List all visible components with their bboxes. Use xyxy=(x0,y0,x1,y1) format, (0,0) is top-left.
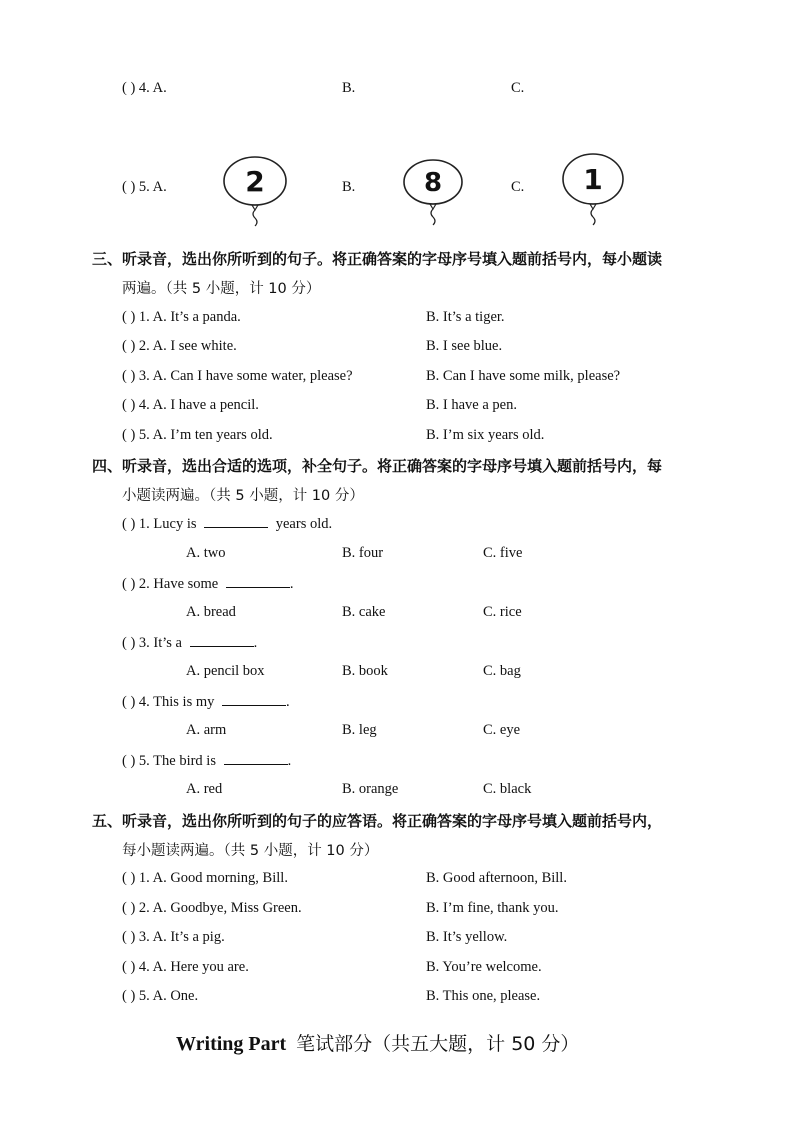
option-a: ( ) 2. A. I see white. xyxy=(122,338,237,354)
section-title: 三、听录音，选出你所听到的句子。将正确答案的字母序号填入题前括号内，每小题读 xyxy=(92,250,663,268)
balloon-number: 8 xyxy=(423,168,443,198)
choice-b: B. orange xyxy=(342,781,399,797)
option-a: ( ) 4. A. Here you are. xyxy=(122,959,249,975)
writing-part-cn: 笔试部分（共五大题，计 50 分） xyxy=(296,1033,580,1055)
question-stem: ( ) 2. Have some . xyxy=(122,576,294,592)
option-a: ( ) 4. A. I have a pencil. xyxy=(122,397,259,413)
answer-blank[interactable] xyxy=(190,634,254,647)
question-stem: ( ) 1. Lucy is years old. xyxy=(122,516,333,532)
choice-b: B. leg xyxy=(342,722,377,738)
balloon-icon xyxy=(561,152,625,226)
option-a: ( ) 5. A. One. xyxy=(122,988,199,1004)
choice-c: C. black xyxy=(483,781,532,797)
option-a: ( ) 3. A. Can I have some water, please? xyxy=(122,368,353,384)
choice-c: C. bag xyxy=(483,663,521,679)
writing-part-heading xyxy=(176,1029,579,1056)
option-b-label: B. xyxy=(342,80,356,96)
answer-blank[interactable] xyxy=(222,693,286,706)
choice-b: B. cake xyxy=(342,604,386,620)
answer-blank[interactable] xyxy=(224,752,288,765)
question-number: ( ) 4. A. xyxy=(122,80,167,96)
option-b: B. I see blue. xyxy=(426,338,503,354)
option-a: ( ) 1. A. Good morning, Bill. xyxy=(122,870,288,886)
section-subtitle: 两遍。（共 5 小题，计 10 分） xyxy=(122,281,321,297)
choice-a: A. two xyxy=(186,545,226,561)
section-subtitle: 小题读两遍。（共 5 小题，计 10 分） xyxy=(122,488,364,504)
balloon-icon xyxy=(402,158,464,226)
option-c-label: C. xyxy=(511,80,525,96)
choice-a: A. red xyxy=(186,781,223,797)
choice-a: A. arm xyxy=(186,722,227,738)
writing-part-en: Writing Part xyxy=(176,1033,287,1055)
balloon-number: 2 xyxy=(245,165,265,198)
answer-blank[interactable] xyxy=(226,575,290,588)
option-b: B. You’re welcome. xyxy=(426,959,542,975)
section-subtitle: 每小题读两遍。（共 5 小题，计 10 分） xyxy=(122,843,379,859)
balloon-icon xyxy=(222,155,288,227)
choice-a: A. bread xyxy=(186,604,236,620)
option-b: B. This one, please. xyxy=(426,988,541,1004)
question-stem: ( ) 4. This is my . xyxy=(122,694,290,710)
section-title: 四、听录音，选出合适的选项，补全句子。将正确答案的字母序号填入题前括号内，每 xyxy=(92,457,663,475)
option-b: B. I’m fine, thank you. xyxy=(426,900,559,916)
option-a: ( ) 5. A. I’m ten years old. xyxy=(122,427,273,443)
choice-c: C. five xyxy=(483,545,523,561)
question-number: ( ) 5. A. xyxy=(122,179,167,195)
option-a: ( ) 3. A. It’s a pig. xyxy=(122,929,225,945)
choice-c: C. rice xyxy=(483,604,522,620)
option-c-label: C. xyxy=(511,179,525,195)
choice-c: C. eye xyxy=(483,722,521,738)
choice-a: A. pencil box xyxy=(186,663,265,679)
answer-blank[interactable] xyxy=(204,515,268,528)
question-stem: ( ) 5. The bird is . xyxy=(122,753,292,769)
option-b: B. It’s yellow. xyxy=(426,929,508,945)
option-b: B. Can I have some milk, please? xyxy=(426,368,621,384)
choice-b: B. four xyxy=(342,545,384,561)
option-a: ( ) 2. A. Goodbye, Miss Green. xyxy=(122,900,302,916)
option-b: B. Good afternoon, Bill. xyxy=(426,870,567,886)
section-title: 五、听录音，选出你所听到的句子的应答语。将正确答案的字母序号填入题前括号内， xyxy=(92,812,663,830)
option-b-label: B. xyxy=(342,179,356,195)
option-b: B. It’s a tiger. xyxy=(426,309,505,325)
question-stem: ( ) 3. It’s a . xyxy=(122,635,258,651)
option-b: B. I’m six years old. xyxy=(426,427,545,443)
option-a: ( ) 1. A. It’s a panda. xyxy=(122,309,241,325)
balloon-number: 1 xyxy=(583,163,603,196)
choice-b: B. book xyxy=(342,663,388,679)
option-b: B. I have a pen. xyxy=(426,397,517,413)
